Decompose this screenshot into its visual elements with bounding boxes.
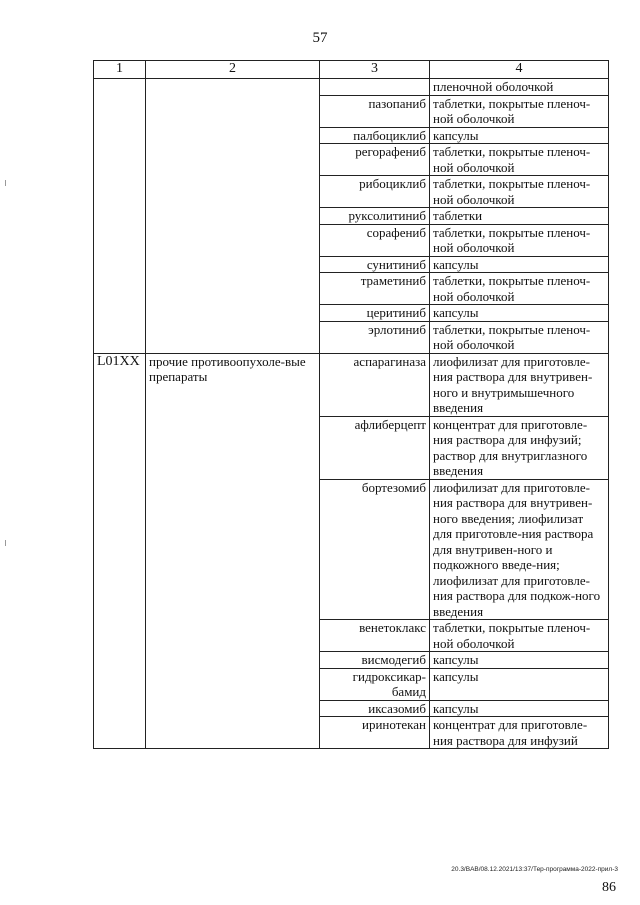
group-title: прочие противоопухоле-вые препараты [146, 353, 320, 749]
drug-name: церитиниб [320, 305, 430, 322]
dosage-form: лиофилизат для приготовле-ния раствора для внутривен-ного и внутримышечного введения [430, 353, 609, 416]
drug-name: иксазомиб [320, 700, 430, 717]
dosage-form: концентрат для приготовле-ния раствора для инфузий; раствор для внутриглазного введения [430, 416, 609, 479]
group-name-cell [146, 79, 320, 354]
drug-name: рибоциклиб [320, 176, 430, 208]
dosage-form: таблетки, покрытые пленоч-ной оболочкой [430, 144, 609, 176]
dosage-form: таблетки, покрытые пленоч-ной оболочкой [430, 321, 609, 353]
dosage-form: таблетки, покрытые пленоч-ной оболочкой [430, 620, 609, 652]
table-row [94, 79, 609, 96]
dosage-form: таблетки [430, 208, 609, 225]
dosage-form: капсулы [430, 305, 609, 322]
document-code: 20.3/BAB/08.12.2021/13:37/Тер-программа-2022-прил-3 [451, 866, 618, 873]
drug-name: сорафениб [320, 224, 430, 256]
column-header: 4 [430, 61, 609, 79]
page-number: 57 [312, 30, 328, 46]
column-header: 2 [146, 61, 320, 79]
drug-name: афлиберцепт [320, 416, 430, 479]
dosage-form: таблетки, покрытые пленоч-ной оболочкой [430, 224, 609, 256]
drug-table [93, 60, 609, 749]
dosage-form: таблетки, покрытые пленоч-ной оболочкой [430, 176, 609, 208]
dosage-form: капсулы [430, 256, 609, 273]
dosage-form: пленочной оболочкой [430, 79, 609, 96]
dosage-form: капсулы [430, 652, 609, 669]
drug-name [320, 79, 430, 96]
dosage-form: таблетки, покрытые пленоч-ной оболочкой [430, 95, 609, 127]
drug-name: висмодегиб [320, 652, 430, 669]
drug-name: гидроксикар-бамид [320, 668, 430, 700]
dosage-form: концентрат для приготовле-ния раствора для инфузий [430, 717, 609, 749]
footer-page-number: 86 [602, 880, 616, 895]
column-header: 1 [94, 61, 146, 79]
dosage-form: капсулы [430, 668, 609, 700]
atc-code-cell [94, 79, 146, 354]
drug-name: венетоклакс [320, 620, 430, 652]
drug-name: сунитиниб [320, 256, 430, 273]
dosage-form: капсулы [430, 127, 609, 144]
drug-name: траметиниб [320, 273, 430, 305]
drug-name: пазопаниб [320, 95, 430, 127]
table-header-row [94, 61, 609, 79]
atc-code: L01XX [94, 353, 146, 749]
drug-name: иринотекан [320, 717, 430, 749]
scan-mark [5, 540, 6, 546]
scan-mark [5, 180, 6, 186]
column-header: 3 [320, 61, 430, 79]
drug-name: бортезомиб [320, 479, 430, 620]
drug-name: палбоциклиб [320, 127, 430, 144]
drug-name: аспарагиназа [320, 353, 430, 416]
dosage-form: капсулы [430, 700, 609, 717]
drug-name: руксолитиниб [320, 208, 430, 225]
drug-name: регорафениб [320, 144, 430, 176]
dosage-form: лиофилизат для приготовле-ния раствора для внутривен-ного введения; лиофилизат для приготовле-ния раствора для внутривен-ного и подкожного введе-ния; лиофилизат для приготовле-ния раствора для подкож-ного введения [430, 479, 609, 620]
table-row [94, 353, 609, 416]
drug-name: эрлотиниб [320, 321, 430, 353]
dosage-form: таблетки, покрытые пленоч-ной оболочкой [430, 273, 609, 305]
